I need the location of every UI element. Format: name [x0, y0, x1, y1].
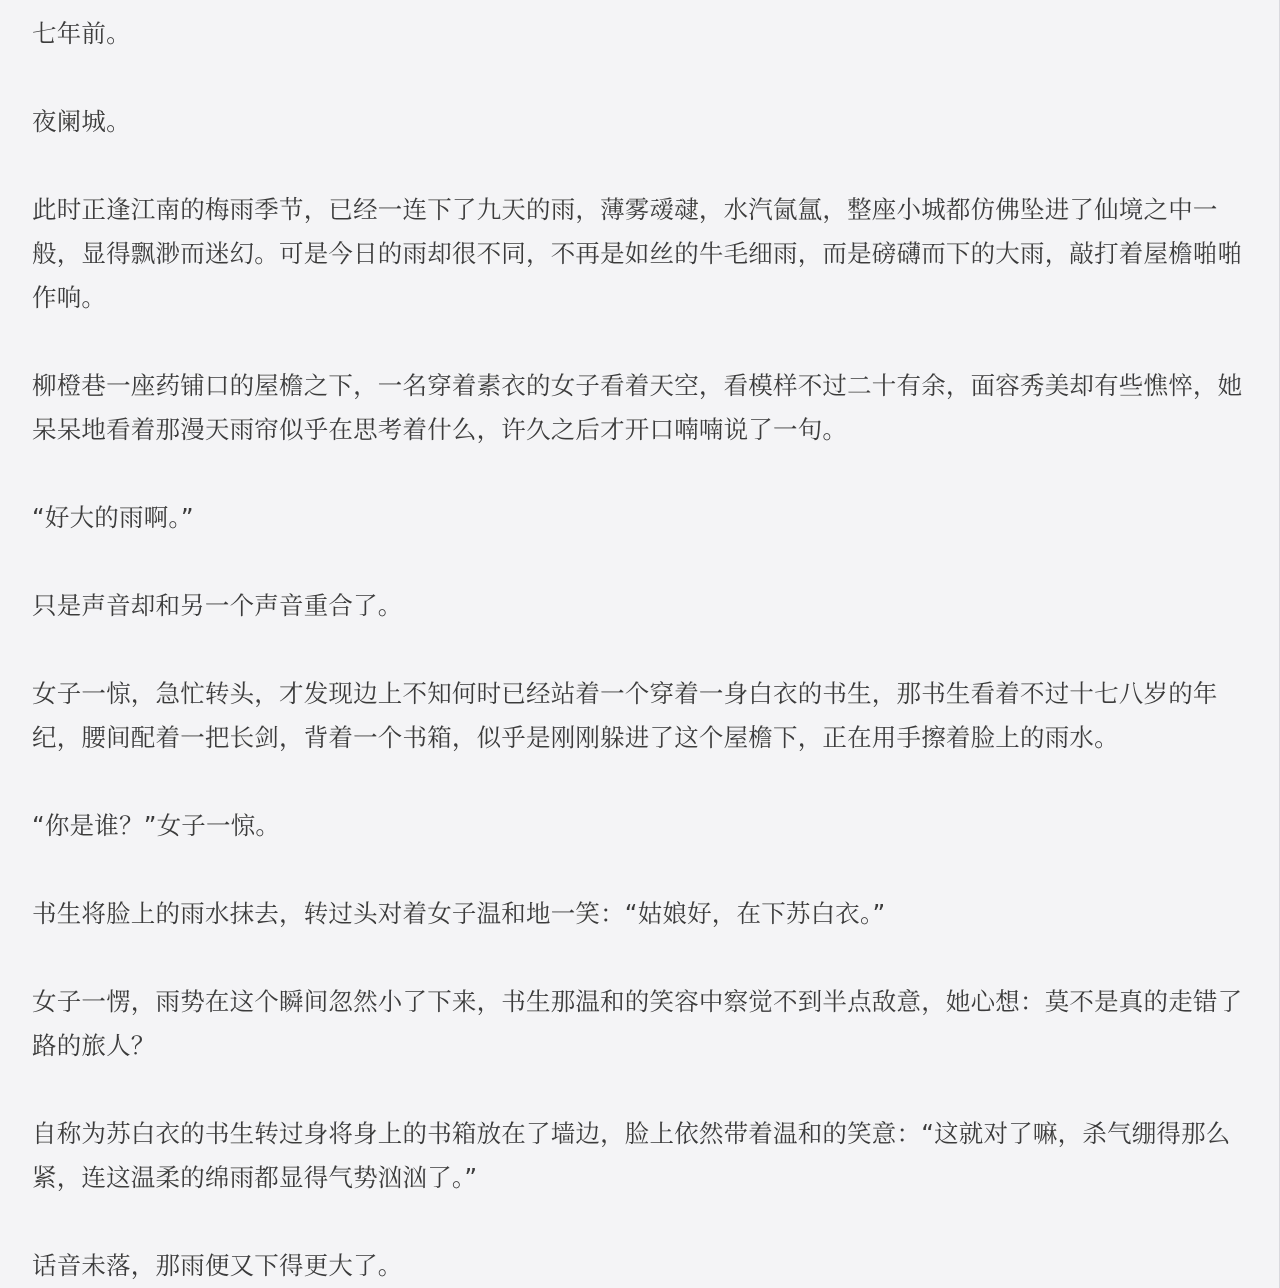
- paragraph-9: 书生将脸上的雨水抹去，转过头对着女子温和地一笑：“姑娘好，在下苏白衣。”: [32, 899, 886, 928]
- paragraph-11: 自称为苏白衣的书生转过身将身上的书箱放在了墙边，脸上依然带着温和的笑意：“这就对了嘛，杀气绷得那么紧，连这温柔的绵雨都显得气势汹汹了。”: [32, 1119, 1231, 1192]
- paragraph-6: 只是声音却和另一个声音重合了。: [32, 591, 403, 620]
- paragraph-5: “好大的雨啊。”: [32, 503, 194, 532]
- paragraph-4: 柳橙巷一座药铺口的屋檐之下，一名穿着素衣的女子看着天空，看模样不过二十有余，面容秀美却有些憔悴，她呆呆地看着那漫天雨帘似乎在思考着什么，许久之后才开口喃喃说了一句。: [32, 371, 1243, 444]
- paragraph-12: 话音未落，那雨便又下得更大了。: [32, 1251, 403, 1280]
- paragraph-2: 夜阑城。: [32, 107, 131, 136]
- paragraph-1: 七年前。: [32, 19, 131, 48]
- paragraph-10: 女子一愣，雨势在这个瞬间忽然小了下来，书生那温和的笑容中察觉不到半点敌意，她心想：莫不是真的走错了路的旅人？: [32, 987, 1243, 1060]
- paragraph-3: 此时正逢江南的梅雨季节，已经一连下了九天的雨，薄雾叆叇，水汽氤氲，整座小城都仿佛坠进了仙境之中一般，显得飘渺而迷幻。可是今日的雨却很不同，不再是如丝的牛毛细雨，而是磅礴而下的大雨，敲打着屋檐啪啪作响。: [32, 195, 1243, 312]
- paragraph-8: “你是谁？”女子一惊。: [32, 811, 281, 840]
- article-body: [32, 12, 1247, 1288]
- paragraph-7: 女子一惊，急忙转头，才发现边上不知何时已经站着一个穿着一身白衣的书生，那书生看着不过十七八岁的年纪，腰间配着一把长剑，背着一个书箱，似乎是刚刚躲进了这个屋檐下，正在用手擦着脸上的雨水。: [32, 679, 1218, 752]
